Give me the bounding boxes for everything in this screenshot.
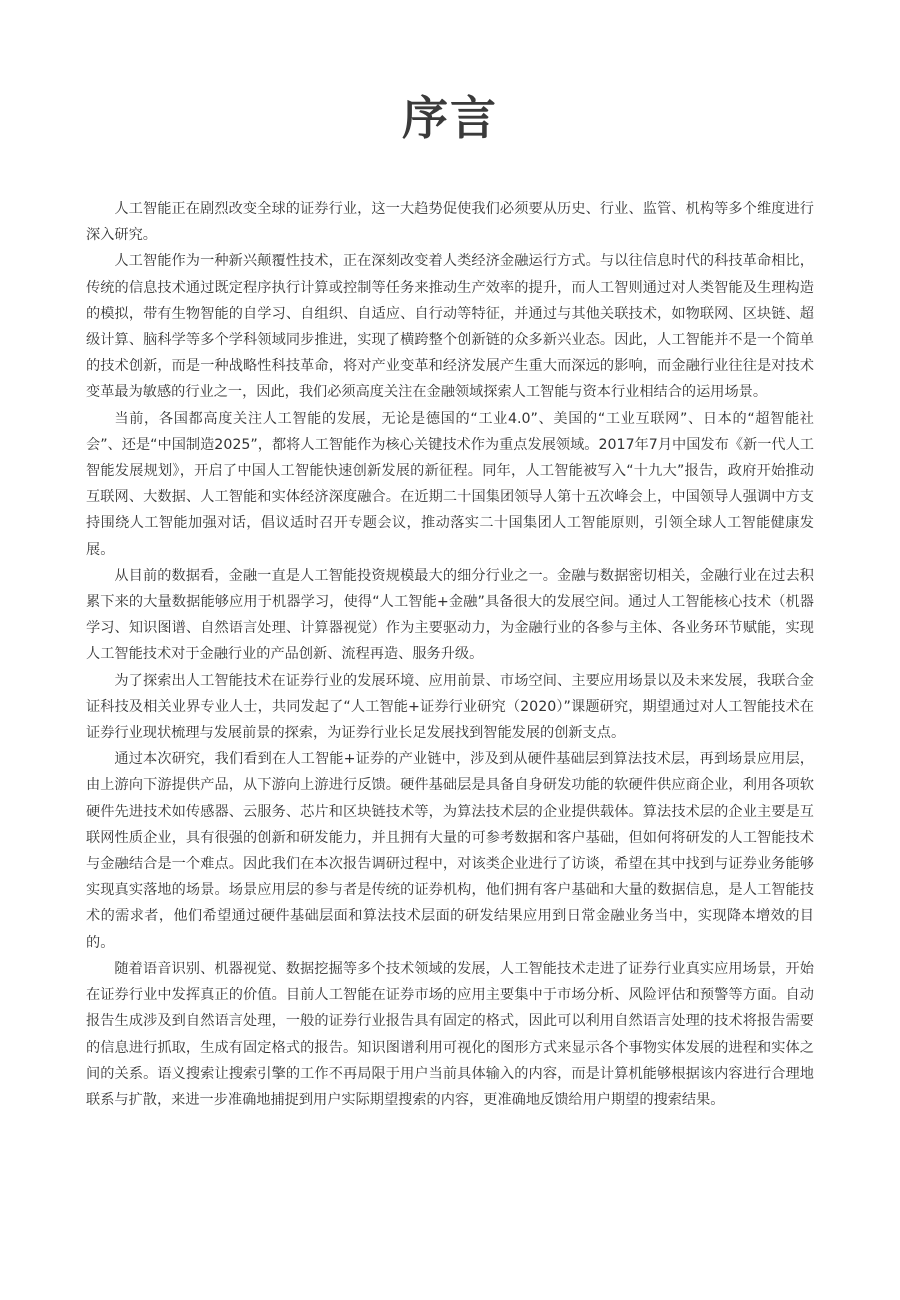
paragraph-3: 当前，各国都高度关注人工智能的发展，无论是德国的“工业4.0”、美国的“工业互联网”、日本的“超智能社会”、还是“中国制造2025”，都将人工智能作为核心关键技术作为重点发展领域。2017年7月中国发布《新一代人工智能发展规划》，开启了中国人工智能快速创新发展的新征程。同年，人工智能被写入“十九大”报告，政府开始推动互联网、大数据、人工智能和实体经济深度融合。在近期二十国集团领导人第十五次峰会上，中国领导人强调中方支持围绕人工智能加强对话，倡议适时召开专题会议，推动落实二十国集团人工智能原则，引领全球人工智能健康发展。: [86, 410, 814, 558]
paragraph-5: 为了探索出人工智能技术在证券行业的发展环境、应用前景、市场空间、主要应用场景以及未来发展，我联合金证科技及相关业界专业人士，共同发起了“人工智能+证券行业研究（2020）”课题研究，期望通过对人工智能技术在证券行业现状梳理与发展前景的探索，为证券行业长足发展找到智能发展的创新支点。: [86, 672, 814, 742]
paragraph-2: 人工智能作为一种新兴颠覆性技术，正在深刻改变着人类经济金融运行方式。与以往信息时代的科技革命相比，传统的信息技术通过既定程序执行计算或控制等任务来推动生产效率的提升，而人工智则通过对人类智能及生理构造的模拟，带有生物智能的自学习、自组织、自适应、自行动等特征，并通过与其他关联技术，如物联网、区块链、超级计算、脑科学等多个学科领域同步推进，实现了横跨整个创新链的众多新兴业态。因此，人工智能并不是一个简单的技术创新，而是一种战略性科技革命，将对产业变革和经济发展产生重大而深远的影响，而金融行业往往是对技术变革最为敏感的行业之一，因此，我们必须高度关注在金融领域探索人工智能与资本行业相结合的运用场景。: [86, 253, 814, 401]
paragraph-6: 通过本次研究，我们看到在人工智能+证券的产业链中，涉及到从硬件基础层到算法技术层，再到场景应用层，由上游向下游提供产品，从下游向上游进行反馈。硬件基础层是具备自身研发功能的软硬件供应商企业，利用各项软硬件先进技术如传感器、云服务、芯片和区块链技术等，为算法技术层的企业提供载体。算法技术层的企业主要是互联网性质企业，具有很强的创新和研发能力，并且拥有大量的可参考数据和客户基础，但如何将研发的人工智能技术与金融结合是一个难点。因此我们在本次报告调研过程中，对该类企业进行了访谈，希望在其中找到与证券业务能够实现真实落地的场景。场景应用层的参与者是传统的证券机构，他们拥有客户基础和大量的数据信息，是人工智能技术的需求者，他们希望通过硬件基础层面和算法技术层面的研发结果应用到日常金融业务当中，实现降本增效的目的。: [86, 751, 814, 951]
paragraph-7: 随着语音识别、机器视觉、数据挖掘等多个技术领域的发展，人工智能技术走进了证券行业真实应用场景，开始在证券行业中发挥真正的价值。目前人工智能在证券市场的应用主要集中于市场分析、风险评估和预警等方面。自动报告生成涉及到自然语言处理，一般的证券行业报告具有固定的格式，因此可以利用自然语言处理的技术将报告需要的信息进行抓取，生成有固定格式的报告。知识图谱利用可视化的图形方式来显示各个事物实体发展的进程和实体之间的关系。语义搜索让搜索引擎的工作不再局限于用户当前具体输入的内容，而是计算机能够根据该内容进行合理地联系与扩散，来进一步准确地捕捉到用户实际期望搜索的内容，更准确地反馈给用户期望的搜索结果。: [86, 960, 814, 1108]
paragraph-1: 人工智能正在剧烈改变全球的证券行业，这一大趋势促使我们必须要从历史、行业、监管、机构等多个维度进行深入研究。: [86, 201, 814, 244]
body-text: [86, 196, 814, 1113]
page-title: 序言: [402, 91, 498, 145]
paragraph-4: 从目前的数据看，金融一直是人工智能投资规模最大的细分行业之一。金融与数据密切相关，金融行业在过去积累下来的大量数据能够应用于机器学习，使得“人工智能+金融”具备很大的发展空间。通过人工智能核心技术（机器学习、知识图谱、自然语言处理、计算器视觉）作为主要驱动力，为金融行业的各参与主体、各业务环节赋能，实现人工智能技术对于金融行业的产品创新、流程再造、服务升级。: [86, 567, 814, 663]
